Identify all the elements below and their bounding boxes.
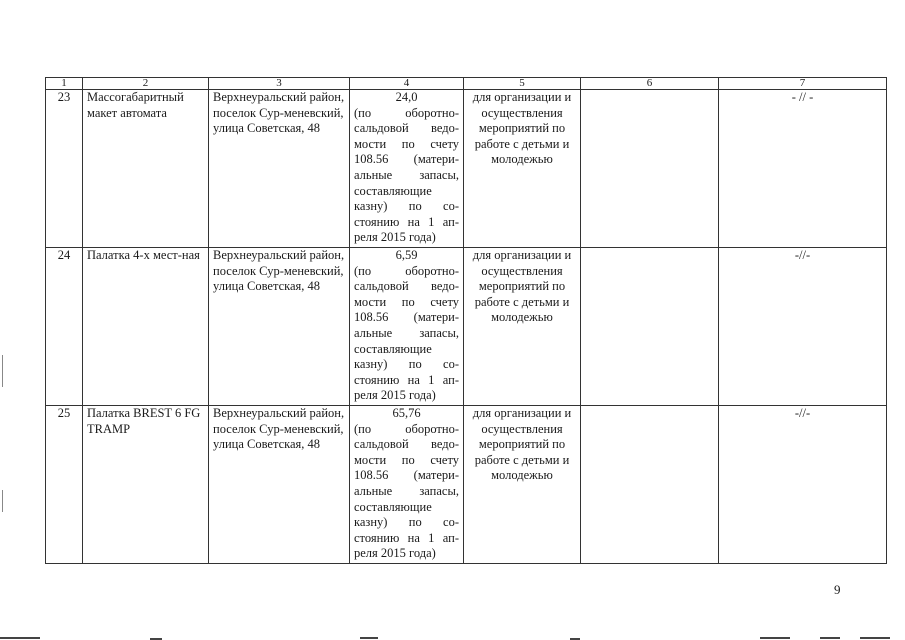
item-purpose: для организации и осуществления мероприятий по работе с детьми и молодежью [464, 406, 581, 564]
item-value-cell [350, 248, 464, 406]
item-value-note: (по оборотно-сальдовой ведо-мости по счету 108.56 (матери-альные запасы, составляющие казну) по со-стоянию на 1 ап-реля 2015 года) [354, 105, 459, 245]
item-value-note: (по оборотно-сальдовой ведо-мости по счету 108.56 (матери-альные запасы, составляющие казну) по со-стоянию на 1 ап-реля 2015 года) [354, 263, 459, 403]
column-header: 7 [719, 78, 887, 90]
row-number: 23 [46, 90, 83, 248]
item-col7: -//- [719, 406, 887, 564]
item-name: Палатка 4-х мест-ная [83, 248, 209, 406]
item-col6 [581, 90, 719, 248]
table-header-row [46, 78, 887, 90]
property-table [45, 77, 887, 564]
scan-artifact [0, 637, 40, 639]
item-col7: - // - [719, 90, 887, 248]
table-row [46, 90, 887, 248]
item-purpose: для организации и осуществления мероприятий по работе с детьми и молодежью [464, 248, 581, 406]
column-header: 5 [464, 78, 581, 90]
item-value: 24,0 [395, 90, 418, 104]
item-name: Массогабаритный макет автомата [83, 90, 209, 248]
item-col6 [581, 406, 719, 564]
row-number: 24 [46, 248, 83, 406]
column-header: 1 [46, 78, 83, 90]
item-value-cell [350, 90, 464, 248]
item-value: 65,76 [392, 406, 421, 420]
item-value: 6,59 [395, 248, 418, 262]
scan-artifact [860, 637, 890, 639]
item-name: Палатка BREST 6 FG TRAMP [83, 406, 209, 564]
table-row [46, 406, 887, 564]
column-header: 2 [83, 78, 209, 90]
item-col7: -//- [719, 248, 887, 406]
item-col6 [581, 248, 719, 406]
row-number: 25 [46, 406, 83, 564]
scan-artifact [2, 490, 3, 512]
column-header: 3 [209, 78, 350, 90]
scan-artifact [820, 637, 840, 639]
scan-artifact [760, 637, 790, 639]
item-value-note: (по оборотно-сальдовой ведо-мости по счету 108.56 (матери-альные запасы, составляющие казну) по со-стоянию на 1 ап-реля 2015 года) [354, 421, 459, 561]
item-location: Верхнеуральский район, поселок Сур-меневский, улица Советская, 48 [209, 90, 350, 248]
table-row [46, 248, 887, 406]
item-value-cell [350, 406, 464, 564]
item-location: Верхнеуральский район, поселок Сур-меневский, улица Советская, 48 [209, 248, 350, 406]
scan-artifact [360, 637, 378, 639]
column-header: 6 [581, 78, 719, 90]
item-purpose: для организации и осуществления мероприятий по работе с детьми и молодежью [464, 90, 581, 248]
scan-artifact [2, 355, 3, 387]
page-number: 9 [834, 582, 841, 597]
item-location: Верхнеуральский район, поселок Сур-меневский, улица Советская, 48 [209, 406, 350, 564]
column-header: 4 [350, 78, 464, 90]
